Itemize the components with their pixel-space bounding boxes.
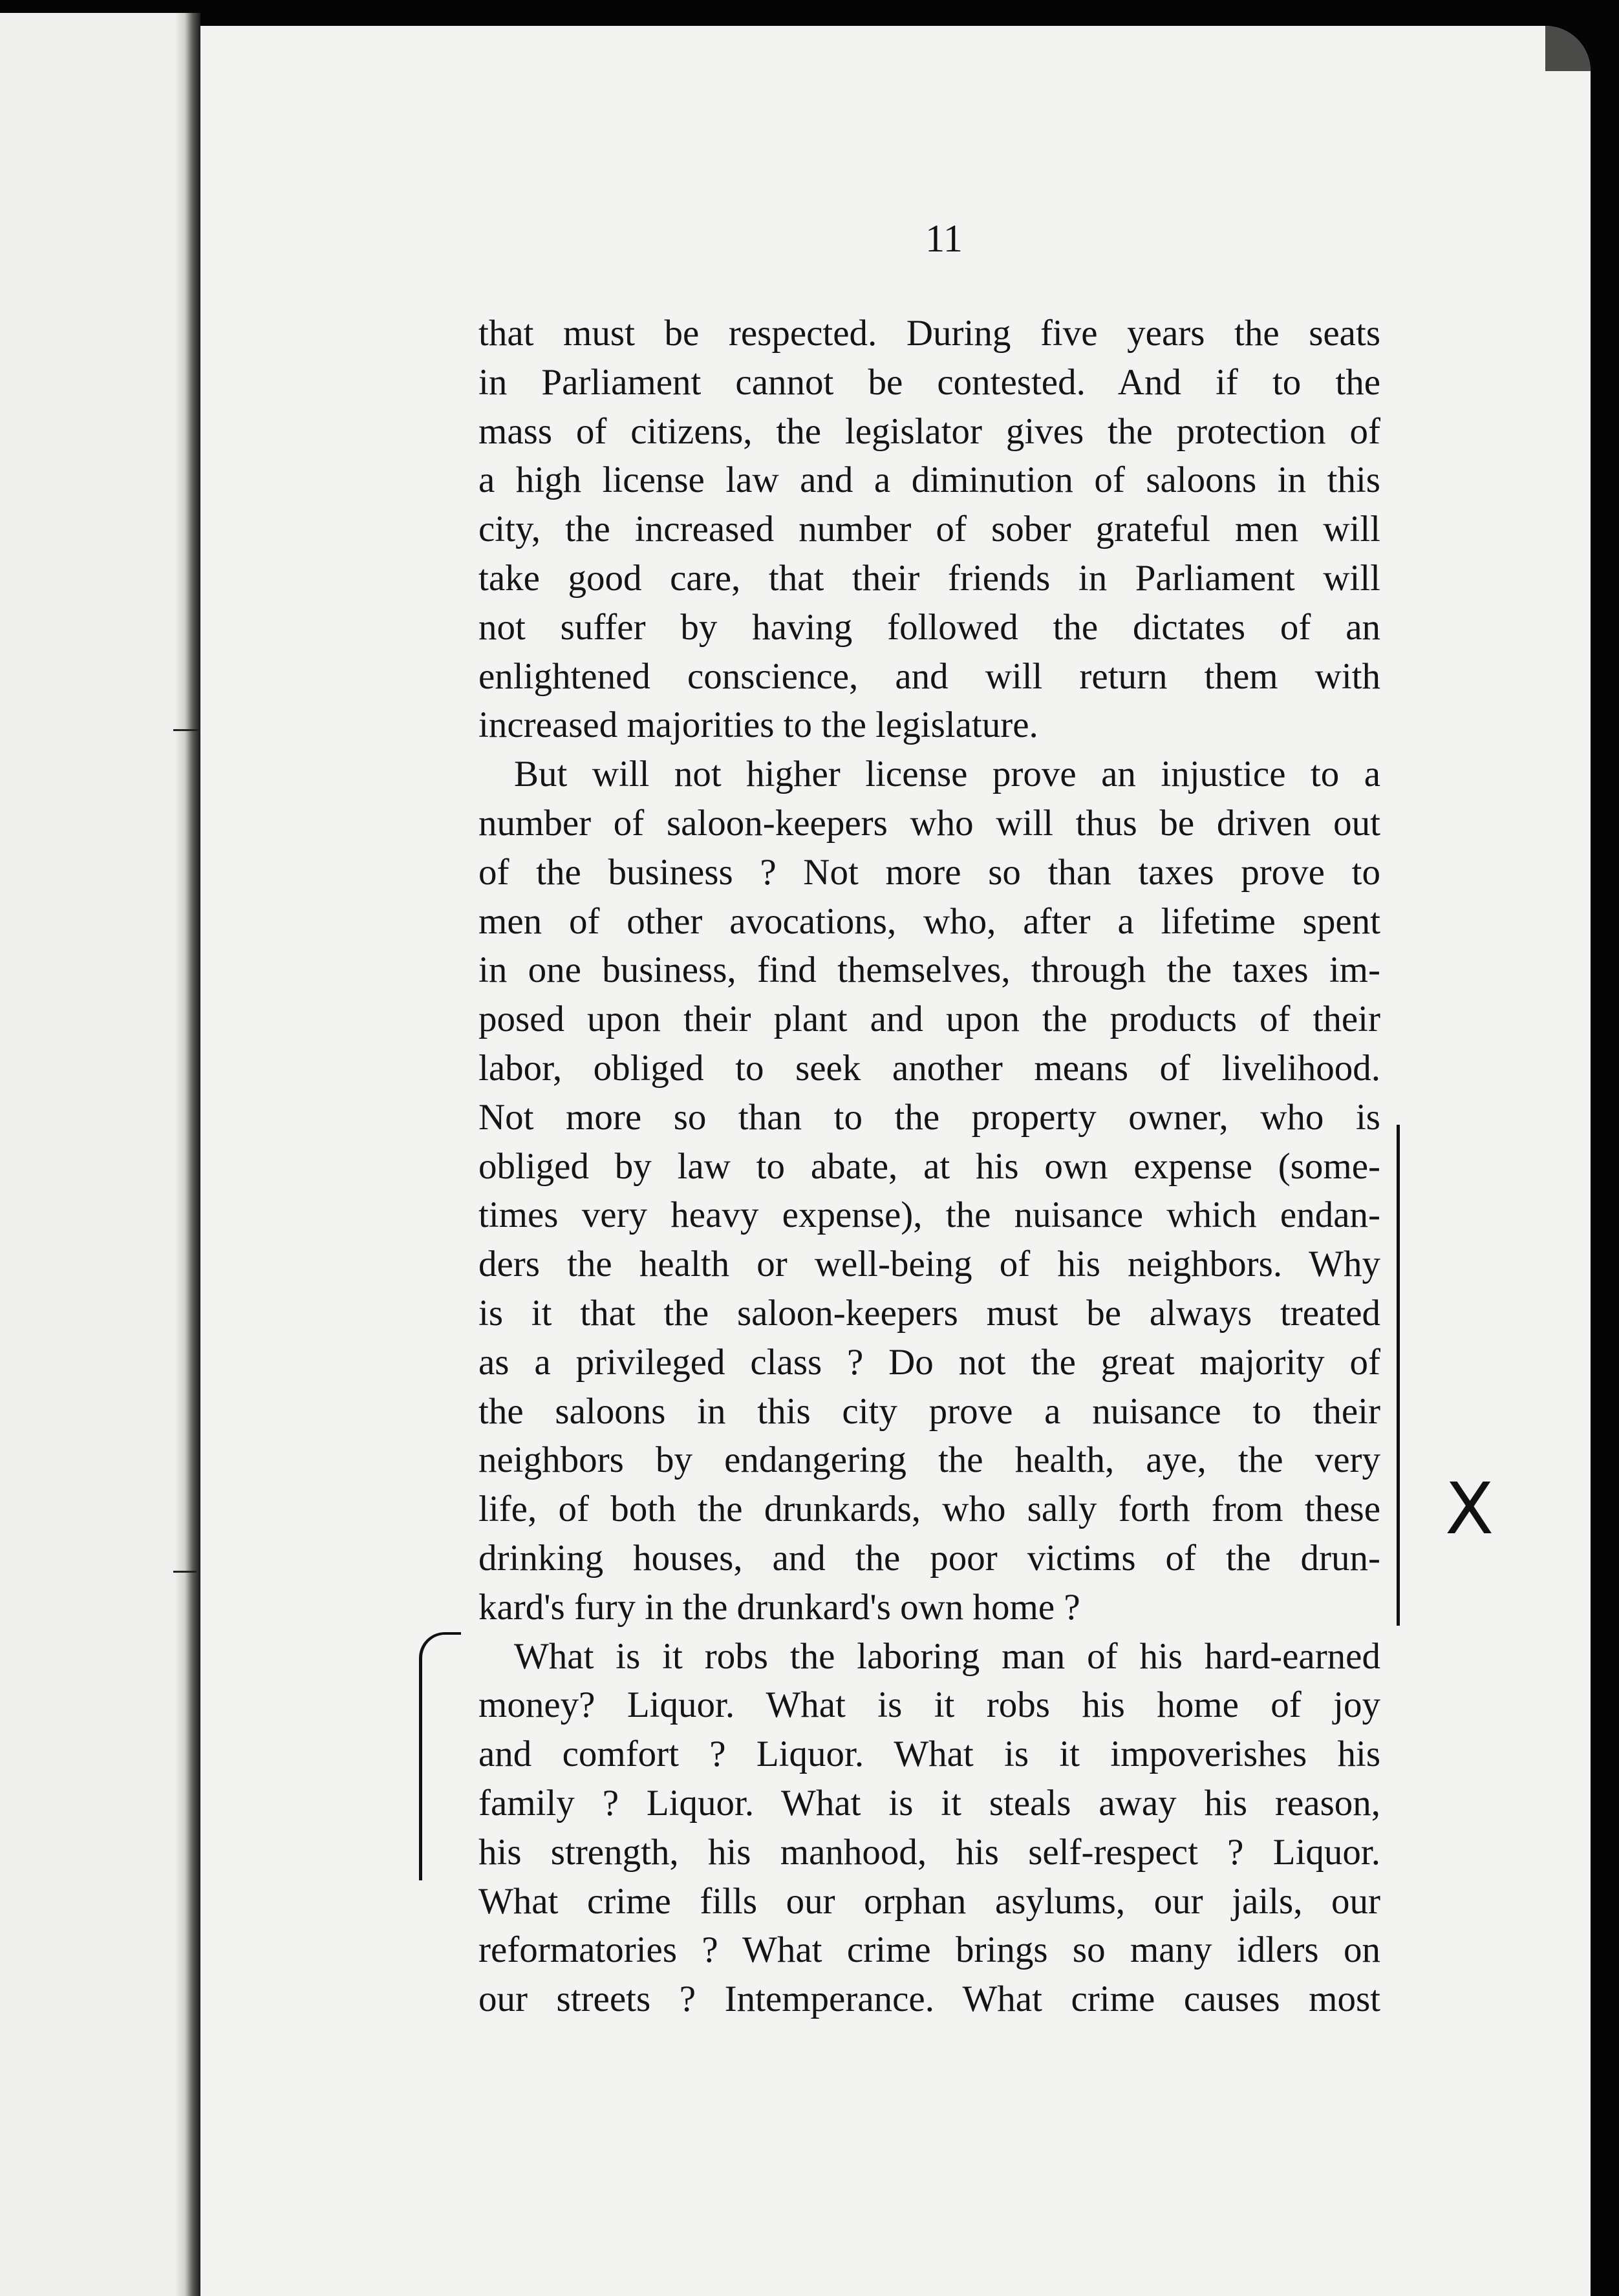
margin-bracket-right [1397,1125,1413,1626]
text-line: reformatories ? What crime brings so many idlers on [478,1929,1380,1971]
page-number: 11 [925,217,963,260]
text-line: life, of both the drunkards, who sally forth from these [478,1489,1380,1530]
text-line: number of saloon-keepers who will thus be driven out [478,802,1380,844]
book-binding [175,13,200,2296]
text-line: of the business ? Not more so than taxes prove to [478,851,1380,893]
text-line: labor, obliged to seek another means of livelihood. [478,1047,1380,1089]
text-line: a high license law and a diminution of saloons in this [478,460,1380,501]
text-line: and comfort ? Liquor. What is it impoverishes his [478,1734,1380,1775]
text-line: kard's fury in the drunkard's own home ? [478,1586,1080,1628]
text-line: obliged by law to abate, at his own expense (some- [478,1145,1380,1187]
text-line: neighbors by endangering the health, aye, the very [478,1440,1380,1481]
paragraph-start-line: But will not higher license prove an injustice to a [514,754,1380,795]
text-line: enlightened conscience, and will return them with [478,655,1380,697]
text-line: the saloons in this city prove a nuisance to their [478,1390,1380,1432]
page-corner [1545,26,1591,71]
text-line: in one business, find themselves, through the taxes im- [478,950,1380,991]
text-line: times very heavy expense), the nuisance which endan- [478,1195,1380,1236]
text-line: as a privileged class ? Do not the great majority of [478,1341,1380,1383]
body-text [478,309,1380,2024]
text-line: is it that the saloon-keepers must be always treated [478,1292,1380,1334]
text-line: drinking houses, and the poor victims of the drun- [478,1537,1380,1578]
text-line: his strength, his manhood, his self-respect ? Liquor. [478,1831,1380,1873]
text-line: What crime fills our orphan asylums, our jails, our [478,1880,1380,1922]
text-line: money? Liquor. What is it robs his home of joy [478,1685,1380,1726]
text-line: posed upon their plant and upon the products of their [478,999,1380,1040]
margin-check-mark: X [1445,1467,1494,1550]
text-line: take good care, that their friends in Parliament will [478,557,1380,599]
binding-tick-mark [173,1571,197,1573]
text-line: men of other avocations, who, after a lifetime spent [478,900,1380,942]
text-line: that must be respected. During five years the seats [478,313,1380,354]
margin-bracket-left [419,1632,461,1880]
paragraph-start-line: What is it robs the laboring man of his hard-earned [514,1635,1380,1677]
text-line: city, the increased number of sober grateful men will [478,509,1380,550]
text-line: not suffer by having followed the dictates of an [478,606,1380,648]
text-line: family ? Liquor. What is it steals away his reason, [478,1782,1380,1823]
text-line: Not more so than to the property owner, who is [478,1096,1380,1138]
text-line: ders the health or well-being of his neighbors. Why [478,1244,1380,1285]
text-line: in Parliament cannot be contested. And if to the [478,361,1380,403]
text-line: increased majorities to the legislature. [478,705,1038,746]
facing-page [0,13,195,2296]
text-line: mass of citizens, the legislator gives the protection of [478,410,1380,452]
text-line: our streets ? Intemperance. What crime causes most [478,1979,1380,2020]
